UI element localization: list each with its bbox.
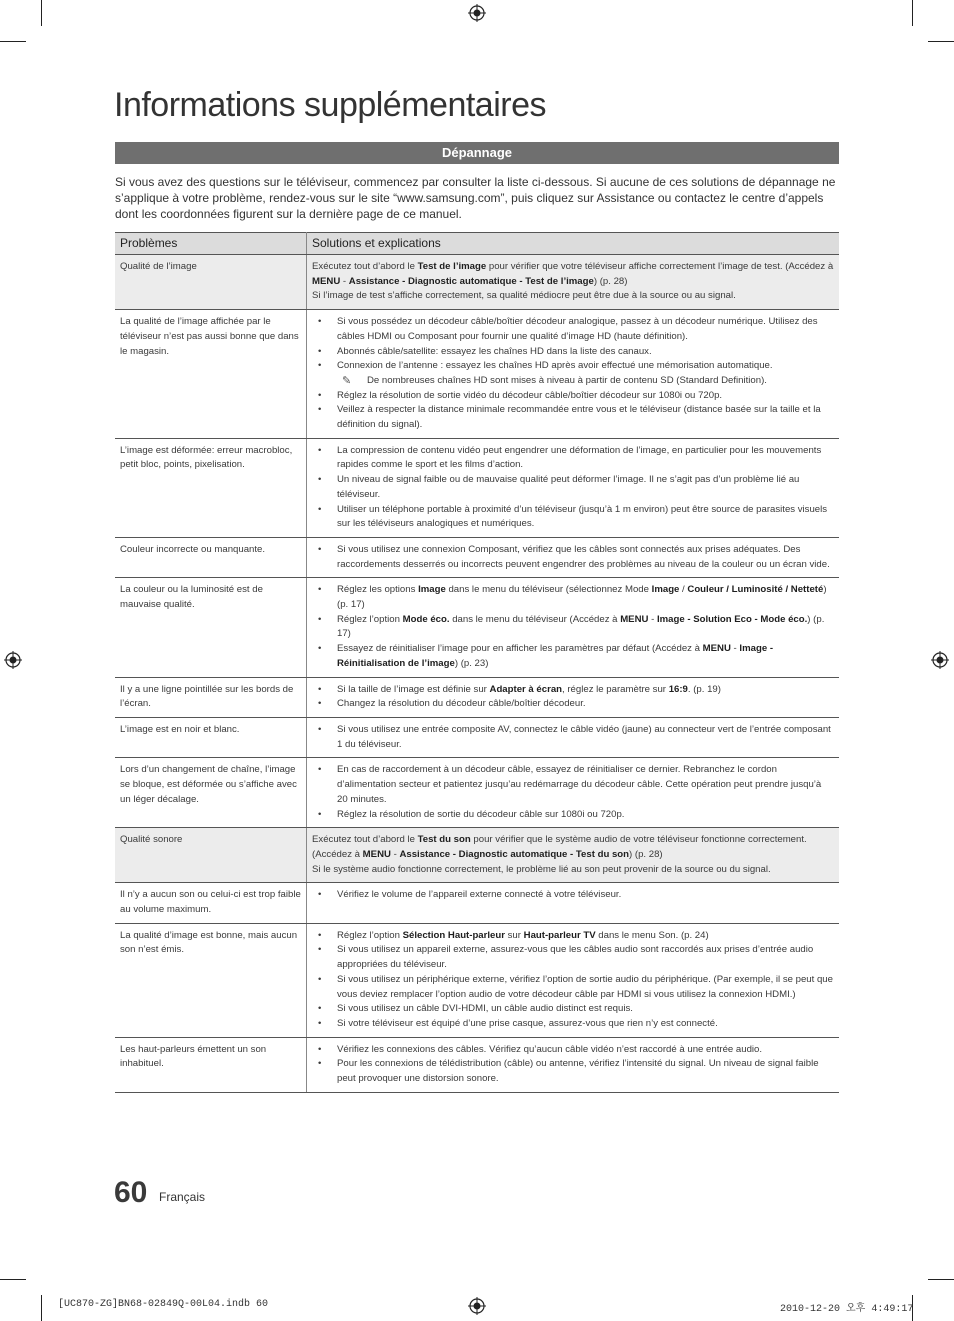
language-label: Français [159, 1190, 206, 1204]
table-row [115, 828, 839, 883]
list-item: • Connexion de l’antenne : essayez les chaînes HD après avoir effectué une mémorisation automatique. [312, 359, 834, 374]
list-item: • Veillez à respecter la distance minimale recommandée entre vous et le téléviseur (distance basée sur la taille et la définition du signal). [312, 403, 834, 432]
registration-mark-icon [931, 651, 949, 669]
solution-cell [307, 883, 840, 923]
table-row [115, 255, 839, 310]
solution-text: Si le système audio fonctionne correctement, le problème lié au son peut provenir de la source ou du signal. [312, 863, 771, 875]
crop-mark [0, 1279, 26, 1280]
section-heading: Dépannage [115, 142, 839, 164]
solution-cell [307, 677, 840, 717]
problem-cell: L’image est en noir et blanc. [115, 717, 307, 757]
problem-cell: L’image est déformée: erreur macrobloc, petit bloc, points, pixelisation. [115, 438, 307, 537]
solution-text: Exécutez tout d’abord le Test du son pour vérifier que le système audio de votre téléviseur fonctionne correctement. (Accédez à MENU - Assistance - Diagnostic automatique - Test du son) (p. 28) [312, 834, 807, 860]
list-item: • Changez la résolution du décodeur câble/boîtier décodeur. [312, 697, 834, 712]
list-item: • Utiliser un téléphone portable à proximité d’un téléviseur (jusqu’à 1 m environ) peut être source de parasites visuels sur les téléviseurs analogiques et numériques. [312, 503, 834, 532]
list-item: • Vérifiez les connexions des câbles. Vérifiez qu’aucun câble vidéo n’est raccordé à une entrée audio. [312, 1043, 834, 1058]
registration-mark-icon [468, 4, 486, 22]
problem-cell: Qualité de l’image [115, 255, 307, 310]
table-row [115, 758, 839, 828]
table-row [115, 923, 839, 1037]
solution-cell [307, 578, 840, 677]
crop-mark [41, 1295, 42, 1321]
solution-cell [307, 438, 840, 537]
solution-cell [307, 828, 840, 883]
problem-cell: Couleur incorrecte ou manquante. [115, 537, 307, 577]
table-row [115, 537, 839, 577]
table-row [115, 677, 839, 717]
list-item: • Si vous utilisez un câble DVI-HDMI, un câble audio distinct est requis. [312, 1002, 834, 1017]
intro-paragraph: Si vous avez des questions sur le téléviseur, commencez par consulter la liste ci-dessous. Si aucune de ces solutions de dépannage ne s’applique à votre problème, rendez-vous sur le site “www.samsung.com”, puis cliquez sur Assistance ou contactez le centre d’appels dont les coordonnées figurent sur la dernière page de ce manuel. [115, 175, 836, 221]
list-item: • Si vous utilisez une connexion Composant, vérifiez que les câbles sont connectés aux prises adéquates. Des raccordements desserrés ou incorrects peuvent engendrer des problèmes au niveau de la couleur ou un écran vide. [312, 543, 834, 572]
page-number: 60 [114, 1176, 148, 1209]
list-item: • Réglez l’option Mode éco. dans le menu du téléviseur (Accédez à MENU - Image - Solution Eco - Mode éco.) (p. 17) [312, 613, 834, 642]
problem-cell: La couleur ou la luminosité est de mauvaise qualité. [115, 578, 307, 677]
list-item: • Réglez la résolution de sortie vidéo du décodeur câble/boîtier décodeur sur 1080i ou 720p. [312, 389, 834, 404]
crop-mark [0, 41, 26, 42]
list-item: • Pour les connexions de télédistribution (câble) ou antenne, vérifiez l’intensité du signal. Un niveau de signal faible peut provoquer une distorsion sonore. [312, 1057, 834, 1086]
note: ✎ De nombreuses chaînes HD sont mises à niveau à partir de contenu SD (Standard Definition). [342, 374, 767, 387]
footer-timestamp: 2010-12-20 오후 4:49:17 [780, 1304, 914, 1315]
list-item: • Abonnés câble/satellite: essayez les chaînes HD dans la liste des canaux. [312, 345, 834, 360]
table-row [115, 438, 839, 537]
problem-cell: La qualité de l’image affichée par le téléviseur n’est pas aussi bonne que dans le magasin. [115, 310, 307, 439]
registration-mark-icon [4, 651, 22, 669]
column-header-problems: Problèmes [115, 233, 307, 255]
crop-mark [912, 0, 913, 26]
table-row [115, 717, 839, 757]
troubleshooting-table [115, 232, 839, 1093]
list-item: • Vérifiez le volume de l’appareil externe connecté à votre téléviseur. [312, 888, 834, 903]
list-item: • Essayez de réinitialiser l’image pour en afficher les paramètres par défaut (Accédez à MENU - Image - Réinitialisation de l’image) (p. 23) [312, 642, 834, 671]
footer-file-info: [UC870-ZG]BN68-02849Q-00L04.indb 60 [58, 1299, 269, 1310]
list-item: • Si votre téléviseur est équipé d’une prise casque, assurez-vous que rien n’y est connecté. [312, 1017, 834, 1032]
table-row [115, 1037, 839, 1092]
solution-text: Exécutez tout d’abord le Test de l’image pour vérifier que votre téléviseur affiche correctement l’image de test. (Accédez à MENU - Assistance - Diagnostic automatique - Test de l’image) (p. 28) [312, 261, 834, 287]
list-item: • Si vous utilisez un appareil externe, assurez-vous que les câbles audio sont raccordés aux prises d’entrée audio appropriées du téléviseur. [312, 943, 834, 972]
list-item: • Si vous possédez un décodeur câble/boîtier décodeur analogique, passez à un décodeur numérique. Utilisez des câbles HDMI ou Composant pour fournir une qualité d’image HD (haute définition). [312, 315, 834, 344]
solution-text: Si l’image de test s’affiche correctement, sa qualité médiocre peut être due à la source ou au signal. [312, 290, 736, 302]
problem-cell: Lors d’un changement de chaîne, l’image se bloque, est déformée ou s’affiche avec un léger décalage. [115, 758, 307, 828]
table-row [115, 578, 839, 677]
crop-mark [928, 1279, 954, 1280]
list-item: • Si vous utilisez un périphérique externe, vérifiez l’option de sortie audio du périphérique. (Par exemple, il se peut que vous deviez remplacer l’option audio de votre décodeur câble par HDMI si vous utilisez la connexion HDMI.) [312, 973, 834, 1002]
list-item: • Si vous utilisez une entrée composite AV, connectez le câble vidéo (jaune) au connecteur vert de l’entrée composant 1 du téléviseur. [312, 723, 834, 752]
list-item: • Si la taille de l’image est définie sur Adapter à écran, réglez le paramètre sur 16:9. (p. 19) [312, 683, 834, 698]
problem-cell: Les haut-parleurs émettent un son inhabituel. [115, 1037, 307, 1092]
table-row [115, 883, 839, 923]
registration-mark-icon [468, 1297, 486, 1315]
list-item: • Réglez les options Image dans le menu du téléviseur (sélectionnez Mode Image / Couleur / Luminosité / Netteté) (p. 17) [312, 583, 834, 612]
list-item: • Un niveau de signal faible ou de mauvaise qualité peut déformer l’image. Il ne s’agit pas d’un problème lié au téléviseur. [312, 473, 834, 502]
solution-cell [307, 310, 840, 439]
solution-cell [307, 537, 840, 577]
table-row [115, 310, 839, 439]
list-item: • Réglez la résolution de sortie du décodeur câble sur 1080i ou 720p. [312, 808, 834, 823]
crop-mark [41, 0, 42, 26]
page-title: Informations supplémentaires [114, 86, 547, 124]
column-header-solutions: Solutions et explications [307, 233, 840, 255]
pencil-note-icon: ✎ [342, 374, 352, 387]
problem-cell: Il n’y a aucun son ou celui-ci est trop faible au volume maximum. [115, 883, 307, 923]
solution-cell [307, 758, 840, 828]
solution-cell [307, 255, 840, 310]
solution-cell [307, 923, 840, 1037]
problem-cell: La qualité d’image est bonne, mais aucun son n’est émis. [115, 923, 307, 1037]
list-item: • La compression de contenu vidéo peut engendrer une déformation de l’image, en particulier pour les mouvements rapides comme le sport et les films d’action. [312, 444, 834, 473]
solution-cell [307, 1037, 840, 1092]
table-header-row [115, 233, 839, 255]
solution-cell [307, 717, 840, 757]
problem-cell: Qualité sonore [115, 828, 307, 883]
crop-mark [928, 41, 954, 42]
problem-cell: Il y a une ligne pointillée sur les bords de l’écran. [115, 677, 307, 717]
list-item: • En cas de raccordement à un décodeur câble, essayez de réinitialiser ce dernier. Rebranchez le cordon d’alimentation secteur et patientez jusqu’au redémarrage du décodeur câble. Cette opération peut prendre jusqu’à 20 minutes. [312, 763, 834, 807]
list-item: • Réglez l’option Sélection Haut-parleur sur Haut-parleur TV dans le menu Son. (p. 24) [312, 929, 834, 944]
